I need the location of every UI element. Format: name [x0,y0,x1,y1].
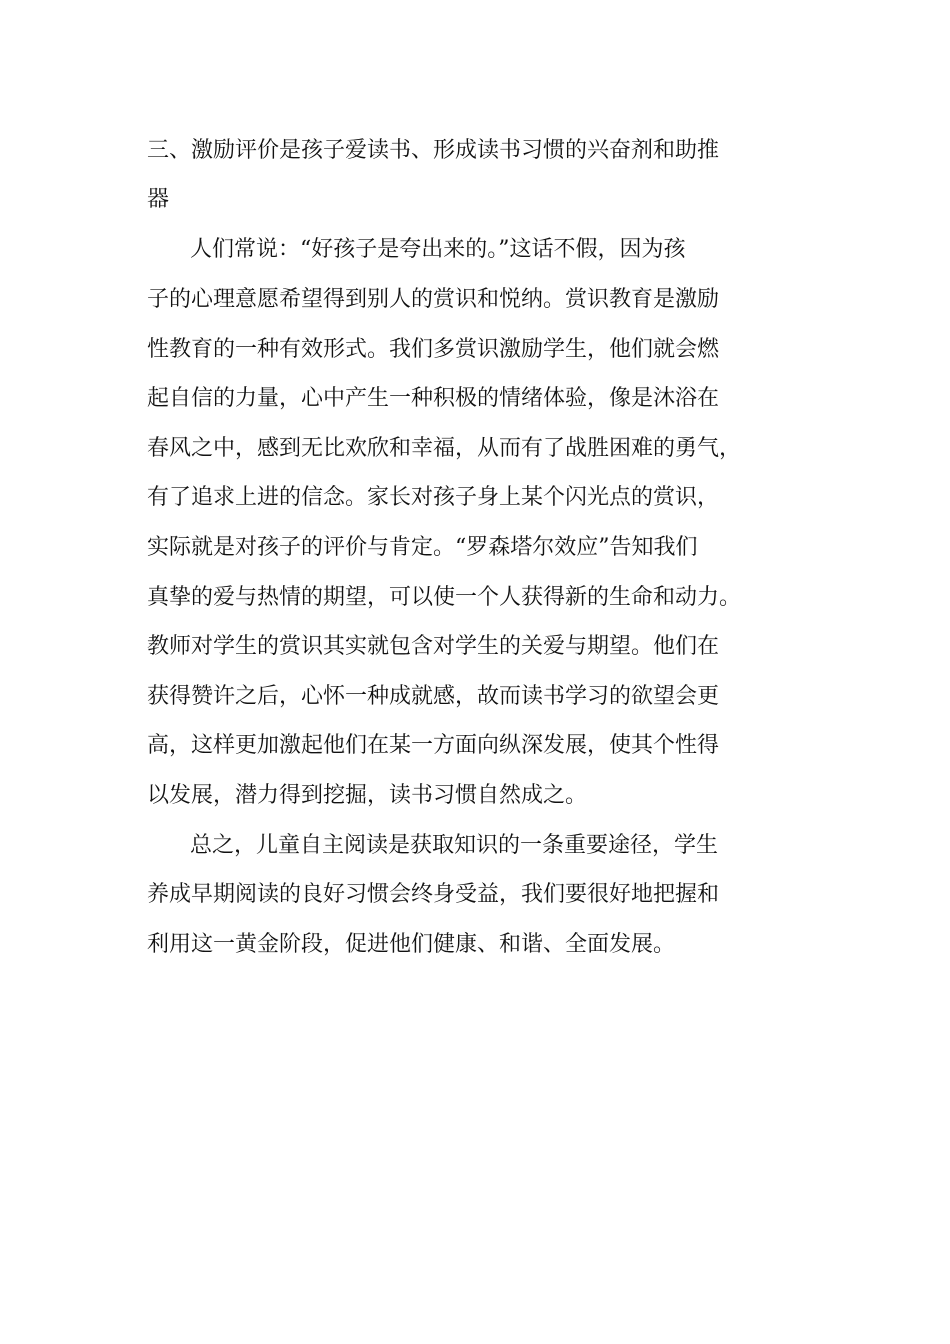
paragraph-1-line: 春风之中，感到无比欢欣和幸福，从而有了战胜困难的勇气， [147,436,742,461]
paragraph-1-line: 教师对学生的赏识其实就包含对学生的关爱与期望。他们在 [147,634,720,659]
paragraph-1-line: 高，这样更加激起他们在某一方面向纵深发展，使其个性得 [147,733,720,758]
paragraph-2-line: 总之，儿童自主阅读是获取知识的一条重要途径，学生 [190,833,719,858]
paragraph-1-line: 性教育的一种有效形式。我们多赏识激励学生，他们就会燃 [147,337,720,362]
paragraph-1-line: 获得赞许之后，心怀一种成就感，故而读书学习的欲望会更 [147,684,720,709]
paragraph-1-line: 实际就是对孩子的评价与肯定。“罗森塔尔效应”告知我们 [147,535,698,560]
paragraph-1-line: 人们常说：“好孩子是夸出来的。”这话不假，因为孩 [190,237,686,262]
section-heading-continued: 器 [147,187,170,212]
paragraph-1-line: 真挚的爱与热情的期望，可以使一个人获得新的生命和动力。 [147,585,742,610]
paragraph-2-line: 利用这一黄金阶段，促进他们健康、和谐、全面发展。 [147,932,676,957]
paragraph-1-line: 起自信的力量，心中产生一种积极的情绪体验，像是沐浴在 [147,386,720,411]
paragraph-1-line: 以发展，潜力得到挖掘，读书习惯自然成之。 [147,783,588,808]
paragraph-1-line: 有了追求上进的信念。家长对孩子身上某个闪光点的赏识， [147,485,720,510]
paragraph-1-line: 子的心理意愿希望得到别人的赏识和悦纳。赏识教育是激励 [147,287,720,312]
section-heading: 三、激励评价是孩子爱读书、形成读书习惯的兴奋剂和助推 [147,138,720,163]
paragraph-2-line: 养成早期阅读的良好习惯会终身受益，我们要很好地把握和 [147,882,720,907]
